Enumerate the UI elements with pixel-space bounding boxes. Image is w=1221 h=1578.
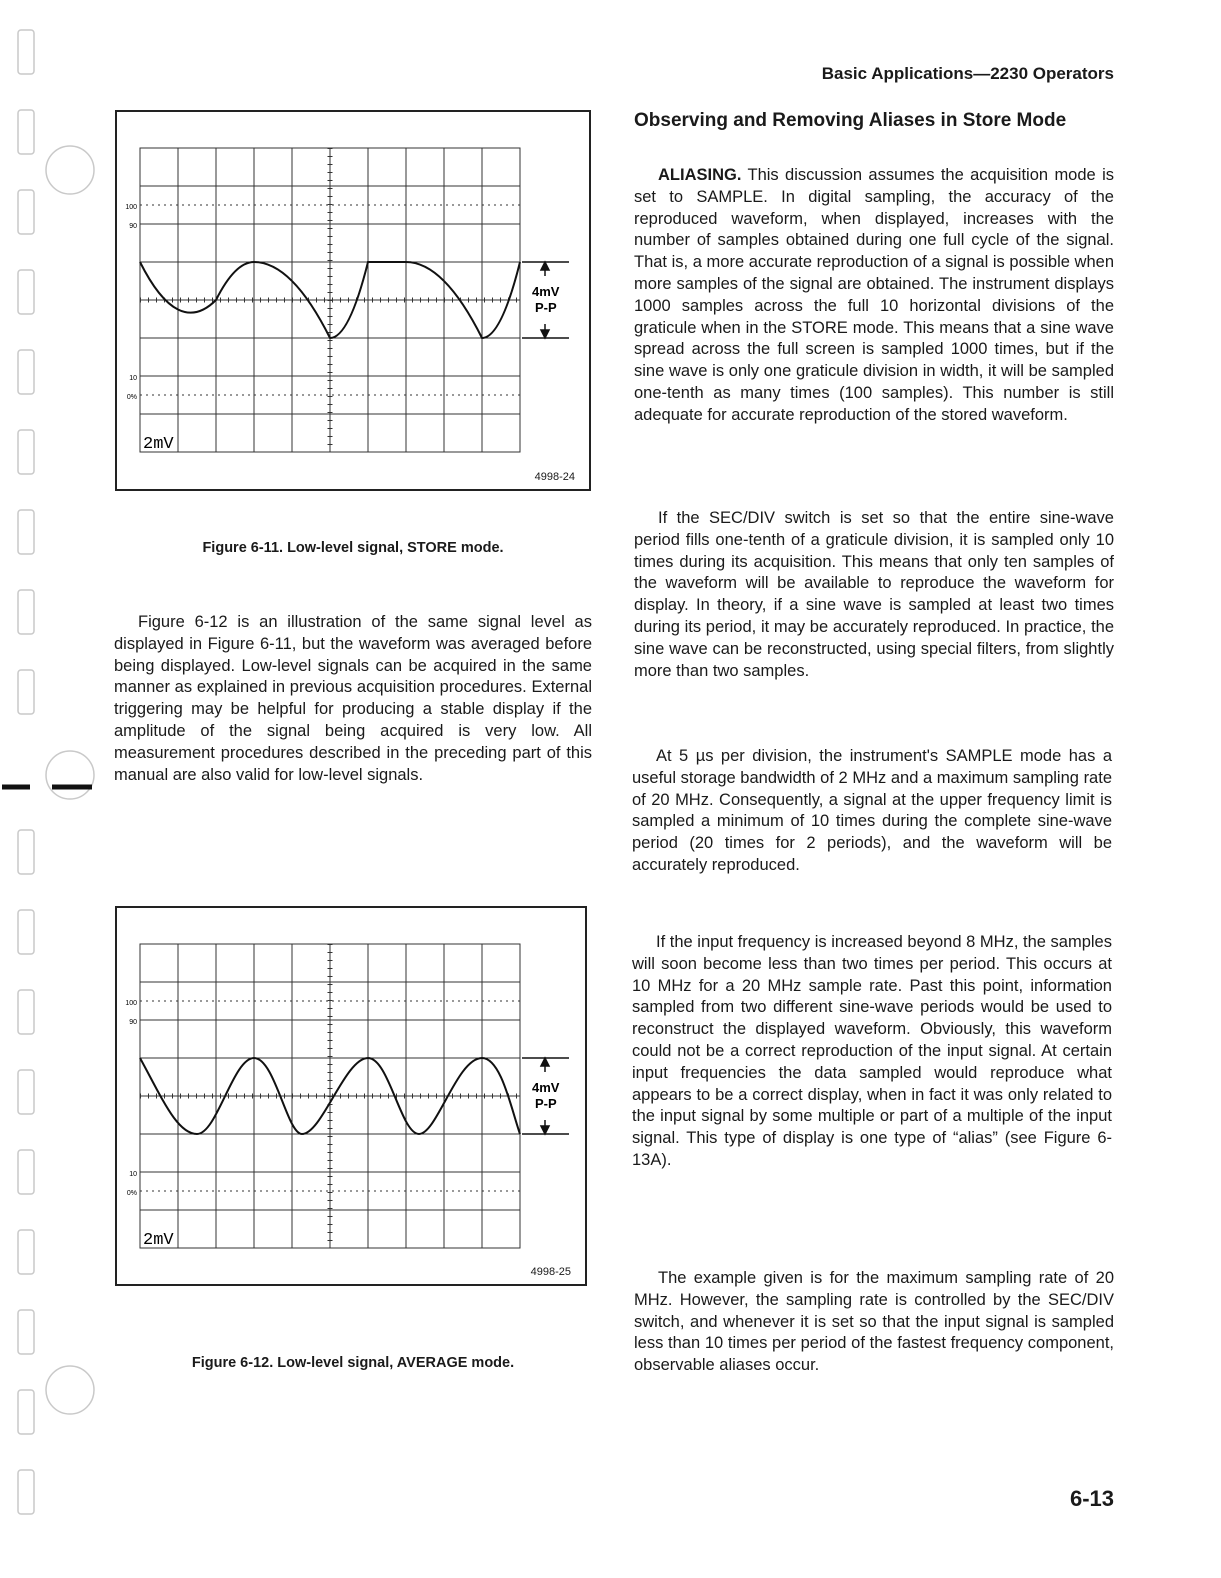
figure-6-11 — [115, 110, 591, 491]
graticule-label-0: 0% — [126, 394, 137, 401]
binder-edge — [0, 0, 110, 1578]
scale-readout: 2mV — [143, 435, 174, 454]
paragraph-sec-div: If the SEC/DIV switch is set so that the entire sine-wave period fills one-tenth of a graticule division, it is sampled only 10 times during its acquisition. This means that only ten samples of the waveform will be available to reproduce the waveform for display. In theory, if a sine wave is sampled at least two times during its period, it may be accurately reproduced. In practice, the sine wave can be reconstructed, using special filters, from slightly more than two samples. — [634, 509, 1114, 680]
graticule-label-10: 10 — [129, 1171, 137, 1178]
figure-id: 4998-24 — [534, 471, 575, 483]
figure-6-12-caption: Figure 6-12. Low-level signal, AVERAGE mode. — [191, 1355, 515, 1371]
oscilloscope-display — [117, 112, 593, 493]
section-title: Observing and Removing Aliases in Store Mode — [634, 110, 1067, 131]
paragraph-max-sampling: The example given is for the maximum sampling rate of 20 MHz. However, the sampling rate is controlled by the SEC/DIV switch, and whenever it is set so that the input signal is sampled less than 10 times per period of the fastest frequency component, observable aliases occur. — [634, 1269, 1114, 1375]
paragraph-aliasing — [634, 165, 1114, 427]
run-in-heading: ALIASING. — [658, 166, 742, 184]
graticule-label-100: 100 — [125, 204, 137, 211]
page-number: 6-13 — [1069, 1486, 1114, 1511]
amplitude-unit: P-P — [535, 300, 557, 315]
amplitude-label: 4mV — [532, 284, 560, 299]
graticule — [140, 148, 520, 452]
figure-6-12 — [115, 906, 587, 1286]
paragraph-alias-frequency: If the input frequency is increased beyond 8 MHz, the samples will soon become less than two times per period. This occurs at 10 MHz for a 20 MHz sample rate. Past this point, information sampled from two different sine-wave periods would be used to reconstruct the displayed waveform. Obviously, this waveform could not be a correct reproduction of the input signal. At certain input frequencies the data sampled would reproduce what appears to be a correct display, when in fact it was only related to the input signal by some multiple or part of a multiple of the input signal. This type of display is one type of “alias” (see Figure 6-13A). — [632, 933, 1112, 1169]
figure-id: 4998-25 — [530, 1266, 571, 1278]
graticule — [140, 944, 520, 1248]
amplitude-label: 4mV — [532, 1080, 560, 1095]
figure-6-11-caption: Figure 6-11. Low-level signal, STORE mode. — [202, 540, 504, 556]
amplitude-unit: P-P — [535, 1096, 557, 1111]
scale-readout: 2mV — [143, 1231, 174, 1250]
graticule-label-10: 10 — [129, 375, 137, 382]
graticule-label-0: 0% — [126, 1190, 137, 1197]
paragraph-aliasing-text: This discussion assumes the acquisition mode is set to SAMPLE. In digital sampling, the accuracy of the reproduced waveform, when displayed, increases with the number of samples obtained during one full cycle of the signal. That is, a more accurate reproduction of a signal is possible when more samples of the signal are obtained. The instrument displays 1000 samples across the full 10 horizontal divisions of the graticule when in the STORE mode. This means that a sine wave spread across the full screen is sampled 1000 times, but if the sine wave is only one graticule division in width, it will be sampled one-tenth as many times (100 samples). This number is still adequate for accurate reproduction of the stored waveform. — [634, 166, 1114, 424]
graticule-label-90: 90 — [129, 1019, 137, 1026]
oscilloscope-display — [117, 908, 589, 1288]
paragraph-average-mode: Figure 6-12 is an illustration of the same signal level as displayed in Figure 6-11, but the waveform was averaged before being displayed. Low-level signals can be acquired in the same manner as explained in previous acquisition procedures. External triggering may be helpful for producing a stable display if the amplitude of the signal being acquired is very low. All measurement procedures described in the preceding part of this manual are also valid for low-level signals. — [114, 613, 592, 784]
running-head: Basic Applications—2230 Operators — [821, 64, 1114, 83]
paragraph-sample-bandwidth: At 5 µs per division, the instrument's SAMPLE mode has a useful storage bandwidth of 2 MHz and a maximum sampling rate of 20 MHz. Consequently, a signal at the upper frequency limit is sampled a minimum of 10 times during the complete sine-wave period (20 times for 2 periods), and the waveform will be accurately reproduced. — [632, 747, 1112, 874]
graticule-label-100: 100 — [125, 1000, 137, 1007]
graticule-label-90: 90 — [129, 223, 137, 230]
